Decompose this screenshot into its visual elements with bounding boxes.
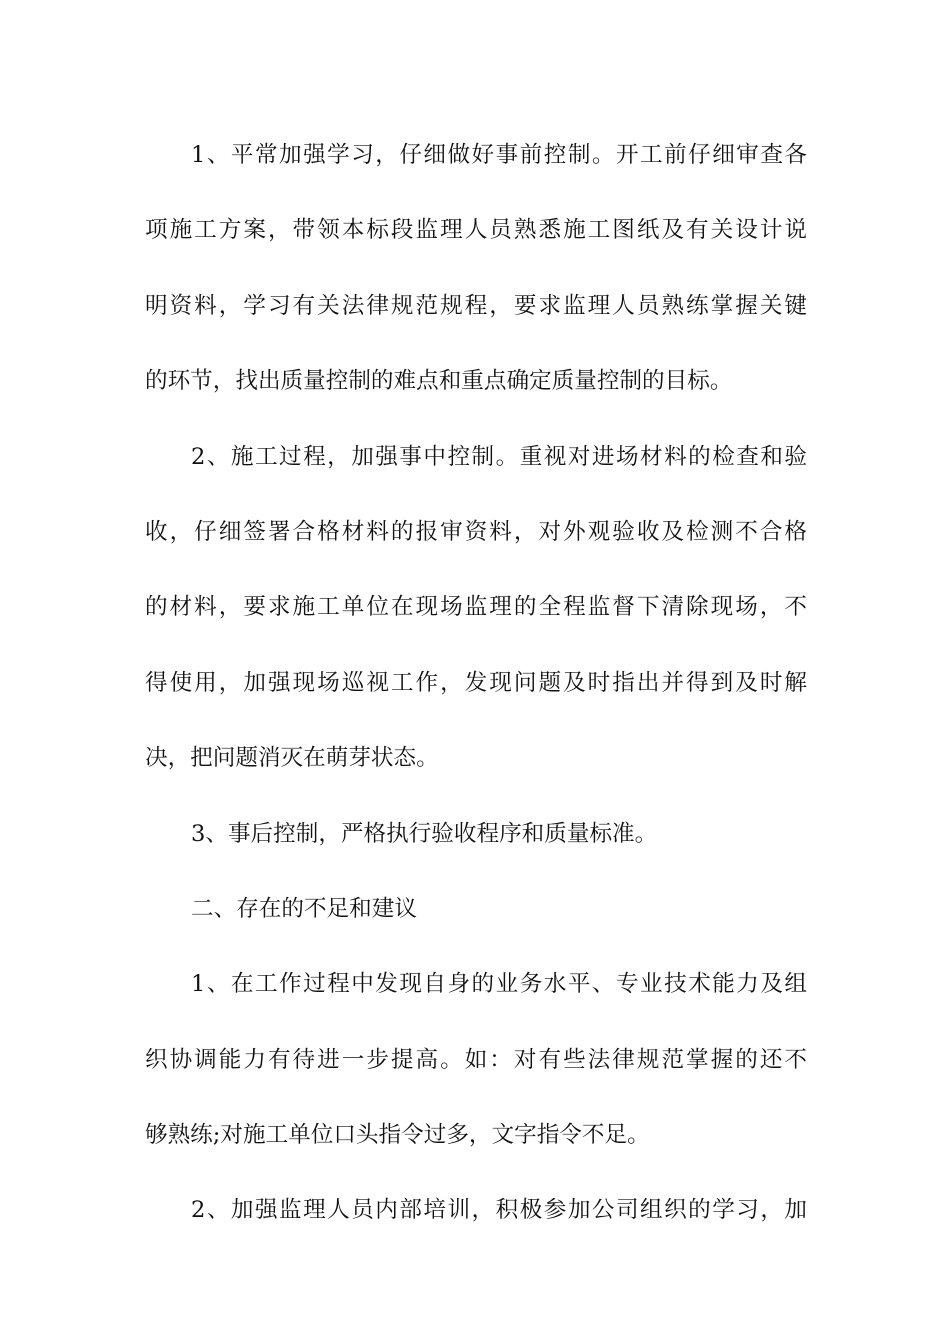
document-body (145, 118, 807, 1249)
text-line: 决，把问题消灭在萌芽状态。 (145, 745, 439, 772)
text-line: 项施工方案，带领本标段监理人员熟悉施工图纸及有关设计说 (145, 217, 807, 244)
text-line: 1、在工作过程中发现自身的业务水平、专业技术能力及组 (191, 971, 807, 998)
text-line: 收，仔细签署合格材料的报审资料，对外观验收及检测不合格 (145, 518, 807, 545)
paragraph-training (145, 1173, 807, 1248)
paragraph-in-process-control (145, 420, 807, 797)
section-heading (145, 872, 807, 947)
paragraph-post-control (145, 797, 807, 872)
text-line: 2、加强监理人员内部培训，积极参加公司组织的学习，加 (191, 1197, 807, 1224)
paragraph-pre-control (145, 118, 807, 420)
text-line: 够熟练;对施工单位口头指令过多，文字指令不足。 (145, 1122, 650, 1149)
text-line: 2、施工过程，加强事中控制。重视对进场材料的检查和验 (191, 443, 807, 470)
text-line: 明资料，学习有关法律规范规程，要求监理人员熟练掌握关键 (145, 292, 807, 319)
text-line: 织协调能力有待进一步提高。如：对有些法律规范掌握的还不 (145, 1046, 807, 1073)
text-line: 3、事后控制，严格执行验收程序和质量标准。 (191, 820, 658, 847)
text-line: 的材料，要求施工单位在现场监理的全程监督下清除现场，不 (145, 594, 807, 621)
paragraph-shortcomings (145, 947, 807, 1173)
text-line: 的环节，找出质量控制的难点和重点确定质量控制的目标。 (145, 368, 733, 395)
text-line: 得使用，加强现场巡视工作，发现问题及时指出并得到及时解 (145, 669, 807, 696)
heading-line: 二、存在的不足和建议 (191, 895, 417, 922)
text-line: 1、平常加强学习，仔细做好事前控制。开工前仔细审查各 (191, 142, 807, 168)
